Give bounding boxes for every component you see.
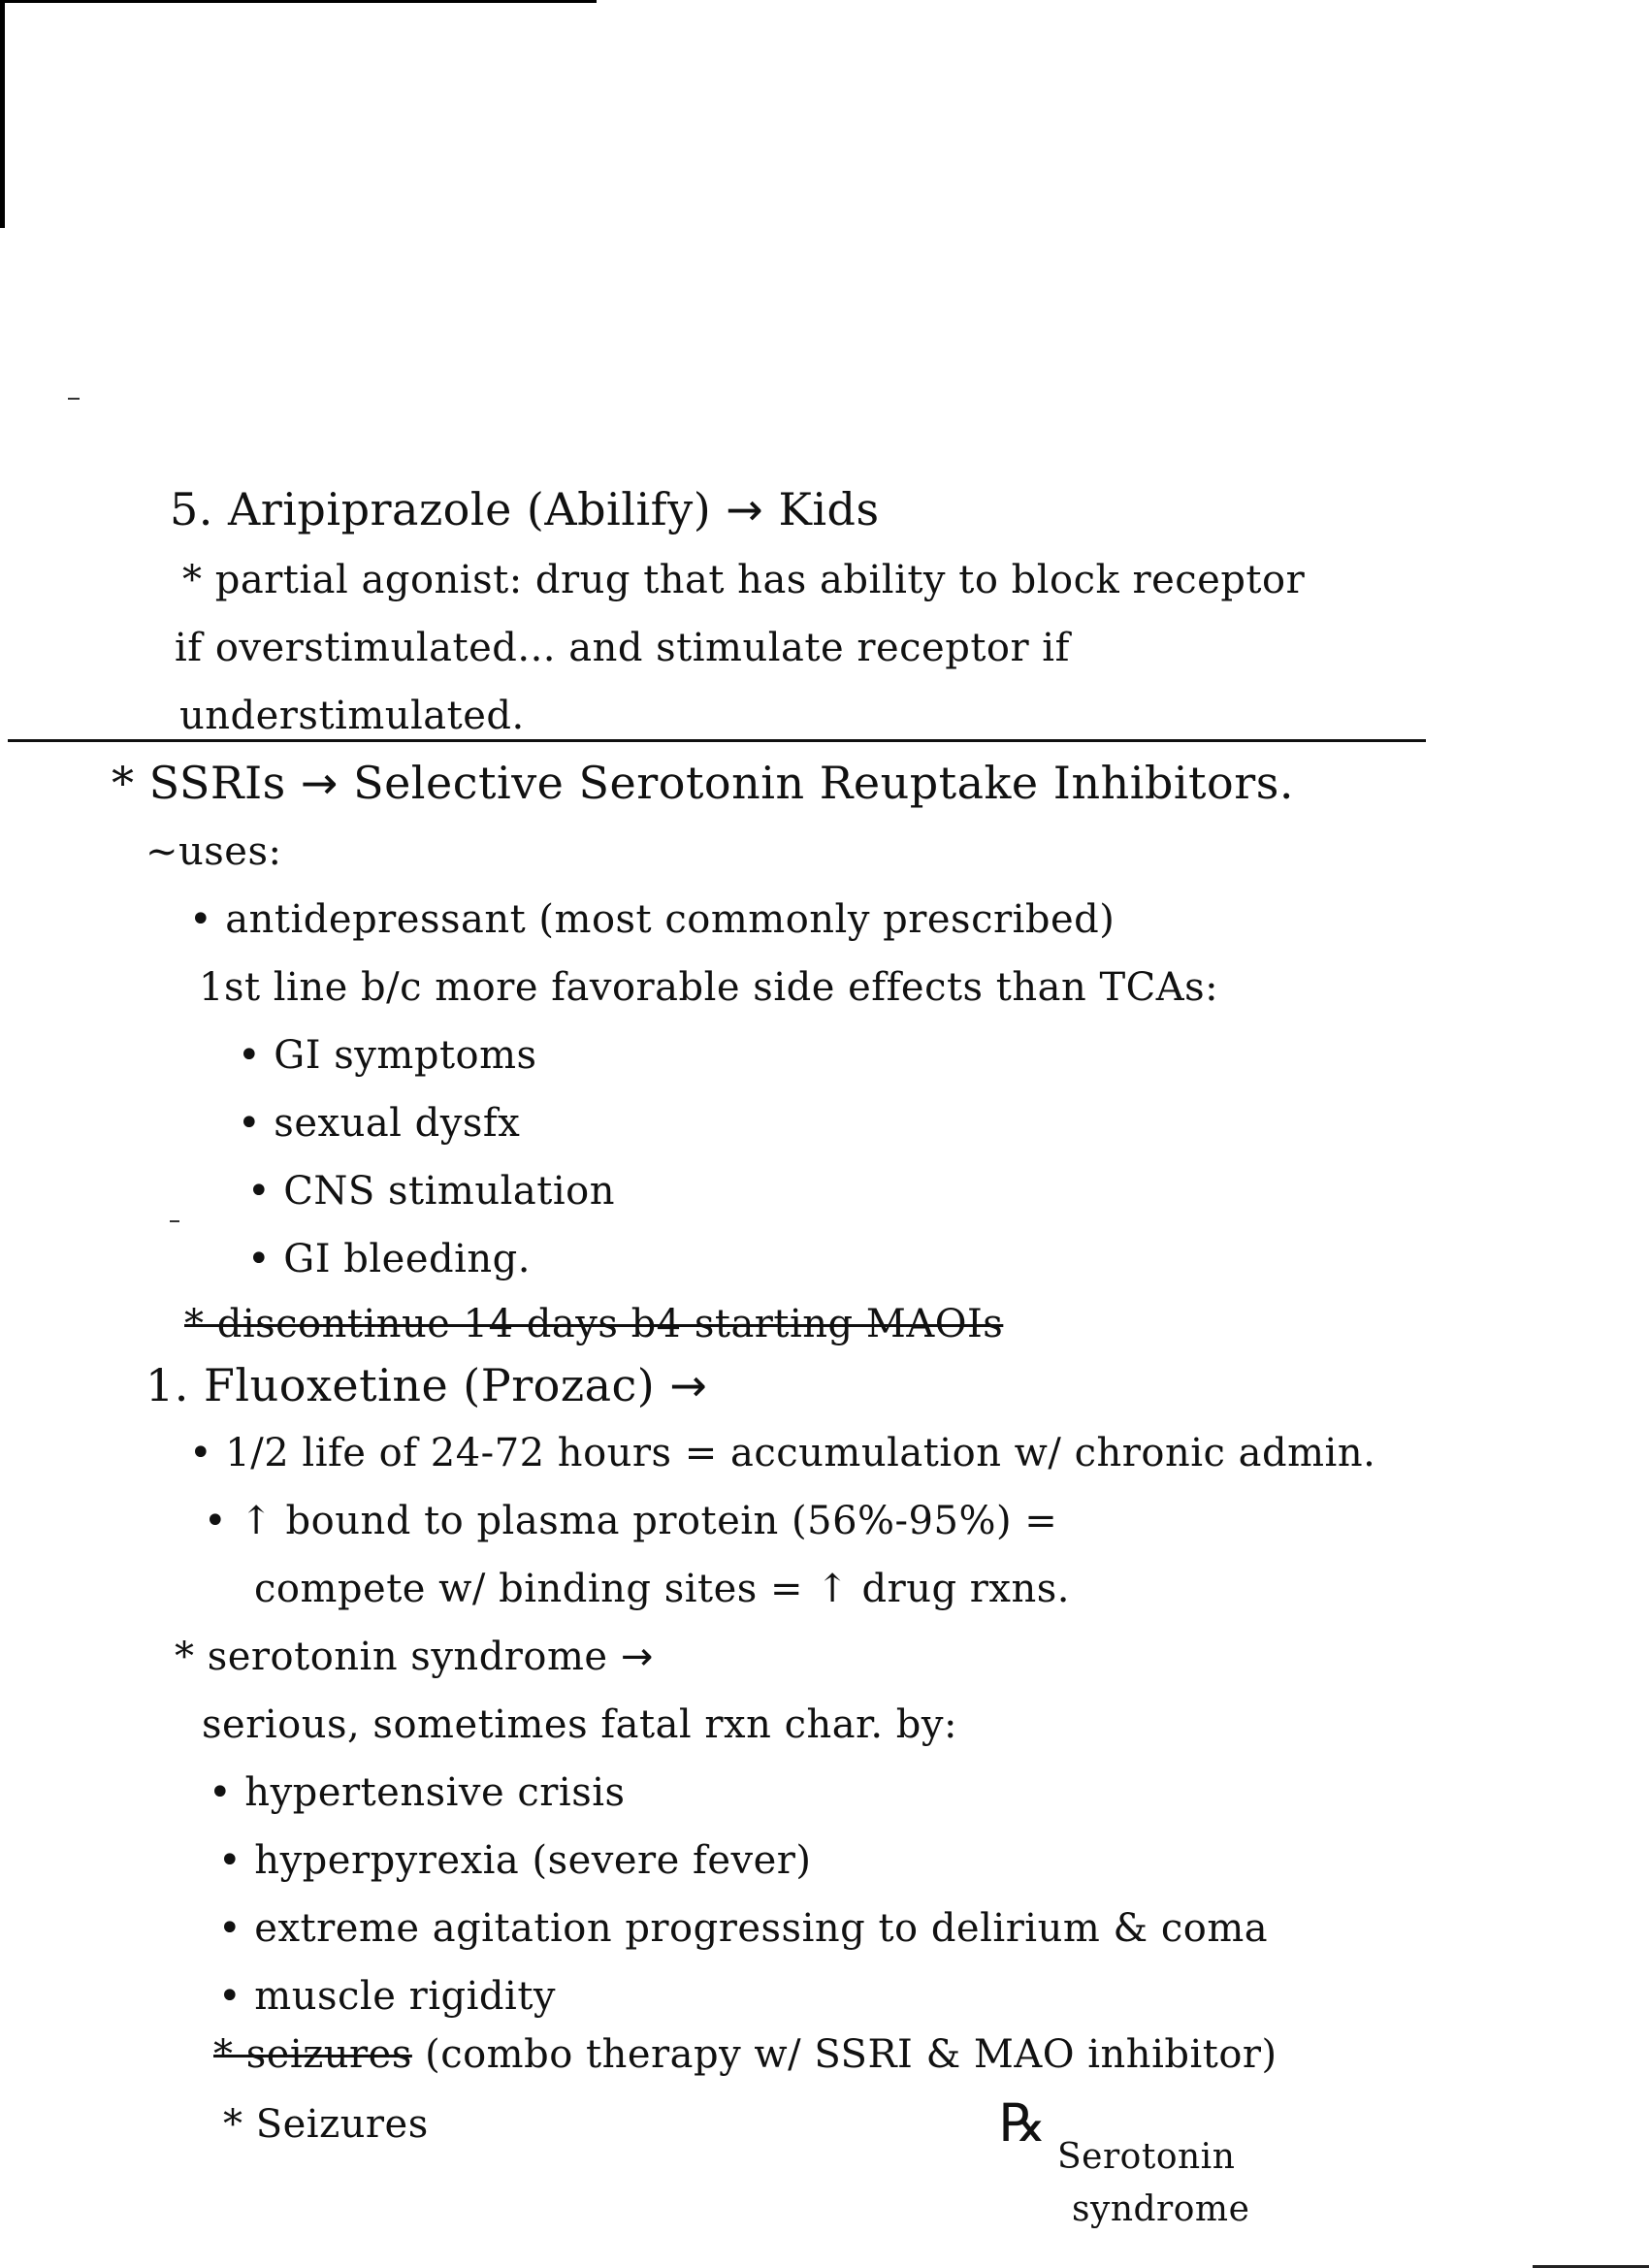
struck-note: * seizures — [213, 2032, 412, 2077]
scan-speck — [68, 398, 80, 400]
section-divider — [8, 739, 1426, 742]
margin-note: Serotonin — [1057, 2137, 1236, 2177]
note-line: ~uses: — [146, 829, 282, 874]
heading-tail: Kids — [778, 483, 880, 535]
heading-text: 5. Aripiprazole (Abilify) — [170, 483, 712, 535]
rx-icon: ℞ — [999, 2092, 1047, 2154]
list-item: • GI symptoms — [238, 1033, 537, 1078]
margin-note: syndrome — [1072, 2189, 1250, 2229]
heading-tail: Selective Serotonin Reuptake Inhibitors. — [353, 757, 1294, 809]
list-item: • CNS stimulation — [247, 1169, 615, 1214]
list-item: • extreme agitation progressing to delirium & coma — [218, 1906, 1269, 1951]
heading-text: * serotonin syndrome — [175, 1635, 608, 1679]
list-item: • GI bleeding. — [247, 1237, 531, 1281]
note-line: serious, sometimes fatal rxn char. by: — [202, 1702, 957, 1747]
arrow-icon: → — [620, 1635, 654, 1679]
scan-edge — [0, 0, 597, 3]
heading-text: * SSRIs — [112, 757, 286, 809]
combo-line — [213, 2032, 1277, 2077]
list-item: • sexual dysfx — [238, 1101, 521, 1146]
note-line: * partial agonist: drug that has ability to block receptor — [182, 558, 1306, 602]
note-line: • 1/2 life of 24-72 hours = accumulation w/ chronic admin. — [189, 1431, 1376, 1475]
scan-speck — [170, 1220, 179, 1222]
list-item: • hypertensive crisis — [209, 1770, 626, 1815]
ssri-heading — [112, 757, 1294, 809]
note-line: understimulated. — [179, 694, 525, 738]
note-line: 1st line b/c more favorable side effects than TCAs: — [199, 965, 1219, 1010]
arrow-icon: → — [669, 1359, 708, 1411]
arrow-icon: → — [300, 757, 339, 809]
heading-text: 1. Fluoxetine (Prozac) — [146, 1359, 656, 1411]
list-item: • hyperpyrexia (severe fever) — [218, 1838, 812, 1883]
serotonin-syndrome-heading — [175, 1635, 654, 1679]
fluoxetine-heading — [146, 1359, 708, 1411]
combo-note: (combo therapy w/ SSRI & MAO inhibitor) — [425, 2032, 1277, 2077]
note-line: • antidepressant (most commonly prescribed) — [189, 897, 1116, 942]
note-line: compete w/ binding sites = ↑ drug rxns. — [254, 1567, 1070, 1611]
aripiprazole-heading — [170, 483, 880, 535]
struck-note: * discontinue 14 days b4 starting MAOIs — [184, 1302, 1004, 1346]
note-line: if overstimulated... and stimulate receptor if — [175, 626, 1070, 670]
note-line: • ↑ bound to plasma protein (56%-95%) = — [204, 1499, 1058, 1543]
note-line: * Seizures — [223, 2102, 429, 2147]
scan-edge — [0, 0, 5, 228]
arrow-icon: → — [726, 483, 764, 535]
list-item: • muscle rigidity — [218, 1974, 556, 2019]
